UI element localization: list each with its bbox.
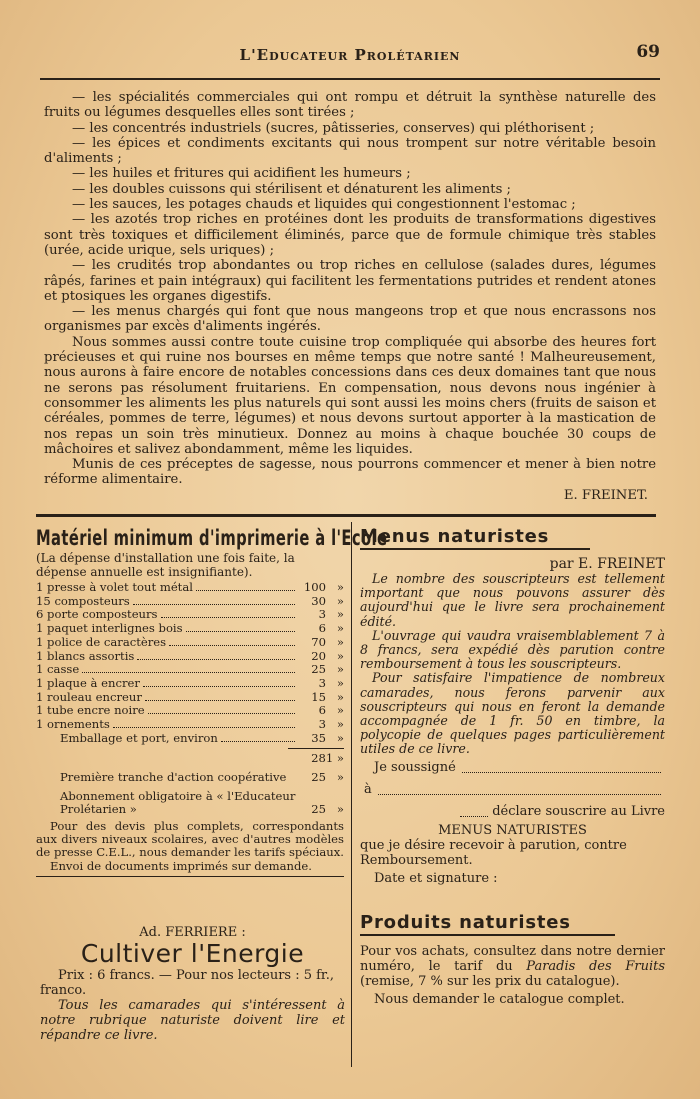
item-unit: » (336, 662, 344, 677)
item-price: 6 (318, 703, 326, 718)
produits-catalogue: Nous demander le catalogue complet. (374, 991, 625, 1007)
item-label: 6 porte composteurs (36, 607, 158, 622)
body-paragraph: — les concentrés industriels (sucres, pâtisseries, conserves) qui pléthorisent ; (72, 120, 595, 136)
item-price: 30 (311, 593, 326, 608)
materiel-item (36, 636, 344, 650)
item-price: 20 (311, 648, 326, 663)
item-price: 70 (311, 634, 326, 649)
menus-author: par E. FREINET (549, 556, 665, 572)
form-receive: que je désire recevoir à parution, contre Remboursement. (360, 837, 627, 868)
item-label: 1 ornements (36, 717, 110, 732)
produits-box (360, 912, 665, 1007)
produits-text-b: (remise, 7 % sur les prix du catalogue). (360, 973, 620, 989)
form-date: Date et signature : (374, 870, 498, 886)
extra-item (36, 771, 344, 784)
materiel-total: 281 » (36, 751, 344, 765)
extra-item (36, 790, 344, 816)
ferriere-author: Ad. FERRIERE : (139, 925, 246, 940)
item-price: 3 (318, 717, 326, 732)
item-label: 1 plaque à encrer (36, 675, 140, 690)
ferriere-price: Prix : 6 francs. — Pour nos lecteurs : 5 fr., franco. (40, 968, 334, 998)
item-label: 15 composteurs (36, 593, 130, 608)
body-paragraph: — les huiles et fritures qui acidifient les humeurs ; (72, 166, 411, 182)
materiel-item (36, 704, 344, 718)
materiel-envoi: Envoi de documents imprimés sur demande. (36, 860, 344, 877)
materiel-item (36, 622, 344, 636)
form-label: à (364, 781, 372, 797)
item-unit: » (336, 607, 344, 622)
item-unit: » (336, 621, 344, 636)
item-price: 3 (318, 607, 326, 622)
page-header (40, 40, 660, 80)
body-paragraph: — les spécialités commerciales qui ont rompu et détruit la synthèse naturelle des fruits ou légumes desquelles elles sont tirées ; (44, 90, 656, 121)
item-label: 1 police de caractères (36, 634, 167, 649)
materiel-list (36, 581, 344, 745)
materiel-item (36, 691, 344, 705)
body-paragraph: Nous sommes aussi contre toute cuisine trop compliquée qui absorbe des heures fort précieuses et qui ruine nos bourses en même temps que notre santé ! Malheureusement, nous aurons à faire encore de notables concessions dans ces deux domaines tant que nous ne serons pas résolument fruitariens. En compensation, nous devons nous ingénier à consommer les aliments les plus naturels qui sont aussi les moins chers (fruits de saison et céréales, pommes de terre, légumes) et nous devons surtout apporter à la mastication de nos repas un soin très minutieux. Donnez au moins à chaque bouchée 30 coups de mâchoires et salivez abondamment, même les liquides. (44, 334, 656, 457)
item-unit: » (336, 703, 344, 718)
form-name-line (360, 757, 665, 779)
item-price: 100 (303, 580, 326, 594)
materiel-note: Pour des devis plus complets, correspondants aux divers niveaux scolaires, avec d'autres modèles de presse C.E.L., nous demander les tarifs spéciaux. (36, 819, 344, 860)
item-price: 25 (311, 770, 326, 785)
produits-title: Produits naturistes (360, 912, 615, 936)
produits-text (360, 944, 665, 989)
menus-paragraph: Le nombre des souscripteurs est tellement important que nous pouvons assurer dès aujourd'hui que le livre sera prochainement édité. (360, 571, 665, 629)
body-paragraph: — les épices et condiments excitants qui nous trompent sur notre véritable besoin d'aliments ; (44, 135, 656, 167)
item-price: 25 (311, 802, 326, 817)
materiel-box (36, 526, 388, 877)
item-label: 1 blancs assortis (36, 648, 135, 663)
menus-box (360, 526, 665, 1007)
item-price: 15 (311, 689, 326, 704)
body-paragraph: — les azotés trop riches en protéines dont les produits de transformations digestives sont très toxiques et difficilement éliminés, parce que de formule chimique très stables (urée, acide urique, sels uriques) ; (44, 212, 656, 258)
body-paragraph: — les menus chargés qui font que nous mangeons trop et que nous encrassons nos organismes par excès d'aliments ingérés. (44, 304, 656, 335)
city-field[interactable] (378, 794, 661, 795)
section-divider (36, 514, 656, 517)
form-declare-line (360, 801, 665, 823)
materiel-title: Matériel minimum d'imprimerie à l'Ecole (36, 526, 388, 550)
body-paragraph: Munis de ces préceptes de sagesse, nous pourrons commencer et mener à bien notre réforme alimentaire. (44, 457, 656, 488)
materiel-item (36, 595, 344, 609)
journal-title: L'Educateur Prolétarien (239, 46, 461, 64)
item-price: 6 (318, 621, 326, 636)
item-label: Abonnement obligatoire à « l'Educateur Prolétarien » (60, 789, 296, 817)
menus-paragraph: Pour satisfaire l'impatience de nombreux camarades, nous ferons parvenir aux souscripteurs qui nous en feront la demande accompagnée de 1 fr. 50 en timbre, la polycopie de quelques pages particulièrement utiles de ce livre. (360, 670, 665, 757)
materiel-item (36, 650, 344, 664)
column-divider (351, 522, 352, 1067)
item-unit: » (336, 634, 344, 649)
item-label: 1 presse à volet tout métal (36, 580, 193, 594)
item-unit: » (336, 580, 344, 594)
materiel-item (36, 663, 344, 677)
item-label: 1 tube encre noire (36, 703, 145, 718)
page-number: 69 (636, 42, 660, 62)
materiel-item (36, 732, 344, 746)
materiel-item (36, 581, 344, 595)
menus-title: Menus naturistes (360, 526, 590, 550)
item-unit: » (336, 730, 344, 745)
item-label: Première tranche d'action coopérative (60, 770, 287, 785)
form-label: déclare souscrire au Livre (492, 803, 665, 819)
materiel-subtitle: (La dépense d'installation une fois faite, la dépense annuelle est insignifiante). (36, 551, 295, 579)
body-paragraph: — les sauces, les potages chauds et liquides qui congestionnent l'estomac ; (72, 197, 576, 213)
declare-field[interactable] (460, 816, 488, 817)
produits-text-a: Pour vos achats, consultez dans notre dernier numéro, le tarif du (360, 943, 665, 974)
form-label: Je soussigné (374, 759, 456, 775)
item-unit: » (336, 770, 344, 785)
menus-paragraph: L'ouvrage qui vaudra vraisemblablement 7 à 8 francs, sera expédié dès parution contre remboursement à tous les souscripteurs. (360, 627, 665, 672)
ferriere-box (40, 925, 345, 1043)
item-unit: » (336, 689, 344, 704)
item-unit: » (336, 717, 344, 732)
item-price: 35 (311, 730, 326, 745)
item-price: 25 (311, 662, 326, 677)
item-unit: » (336, 593, 344, 608)
materiel-item (36, 608, 344, 622)
item-unit: » (336, 675, 344, 690)
body-paragraph: — les crudités trop abondantes ou trop riches en cellulose (salades dures, légumes râpés, farines et pain intégraux) qui facilitent les fermentations putrides et rendent atones et ptosiques les organes digestifs. (44, 258, 656, 304)
item-price: 3 (318, 675, 326, 690)
body-paragraph: — les doubles cuissons qui stérilisent et dénaturent les aliments ; (72, 181, 511, 197)
item-unit: » (336, 802, 344, 817)
materiel-item (36, 677, 344, 691)
item-label: Emballage et port, environ (60, 730, 218, 745)
form-book-title: MENUS NATURISTES (438, 822, 587, 838)
item-unit: » (336, 648, 344, 663)
item-label: 1 paquet interlignes bois (36, 621, 183, 636)
item-label: 1 rouleau encreur (36, 689, 142, 704)
form-city-line (360, 779, 665, 801)
ferriere-text: Tous les camarades qui s'intéressent à notre rubrique naturiste doivent lire et répandre ce livre. (40, 998, 345, 1043)
name-field[interactable] (462, 772, 661, 773)
author-signature: E. FREINET. (563, 487, 648, 503)
item-label: 1 casse (36, 662, 80, 677)
produits-text-ital: Paradis des Fruits (526, 958, 665, 974)
ferriere-title: Cultiver l'Energie (80, 939, 305, 968)
materiel-item (36, 718, 344, 732)
article-body (44, 90, 656, 503)
